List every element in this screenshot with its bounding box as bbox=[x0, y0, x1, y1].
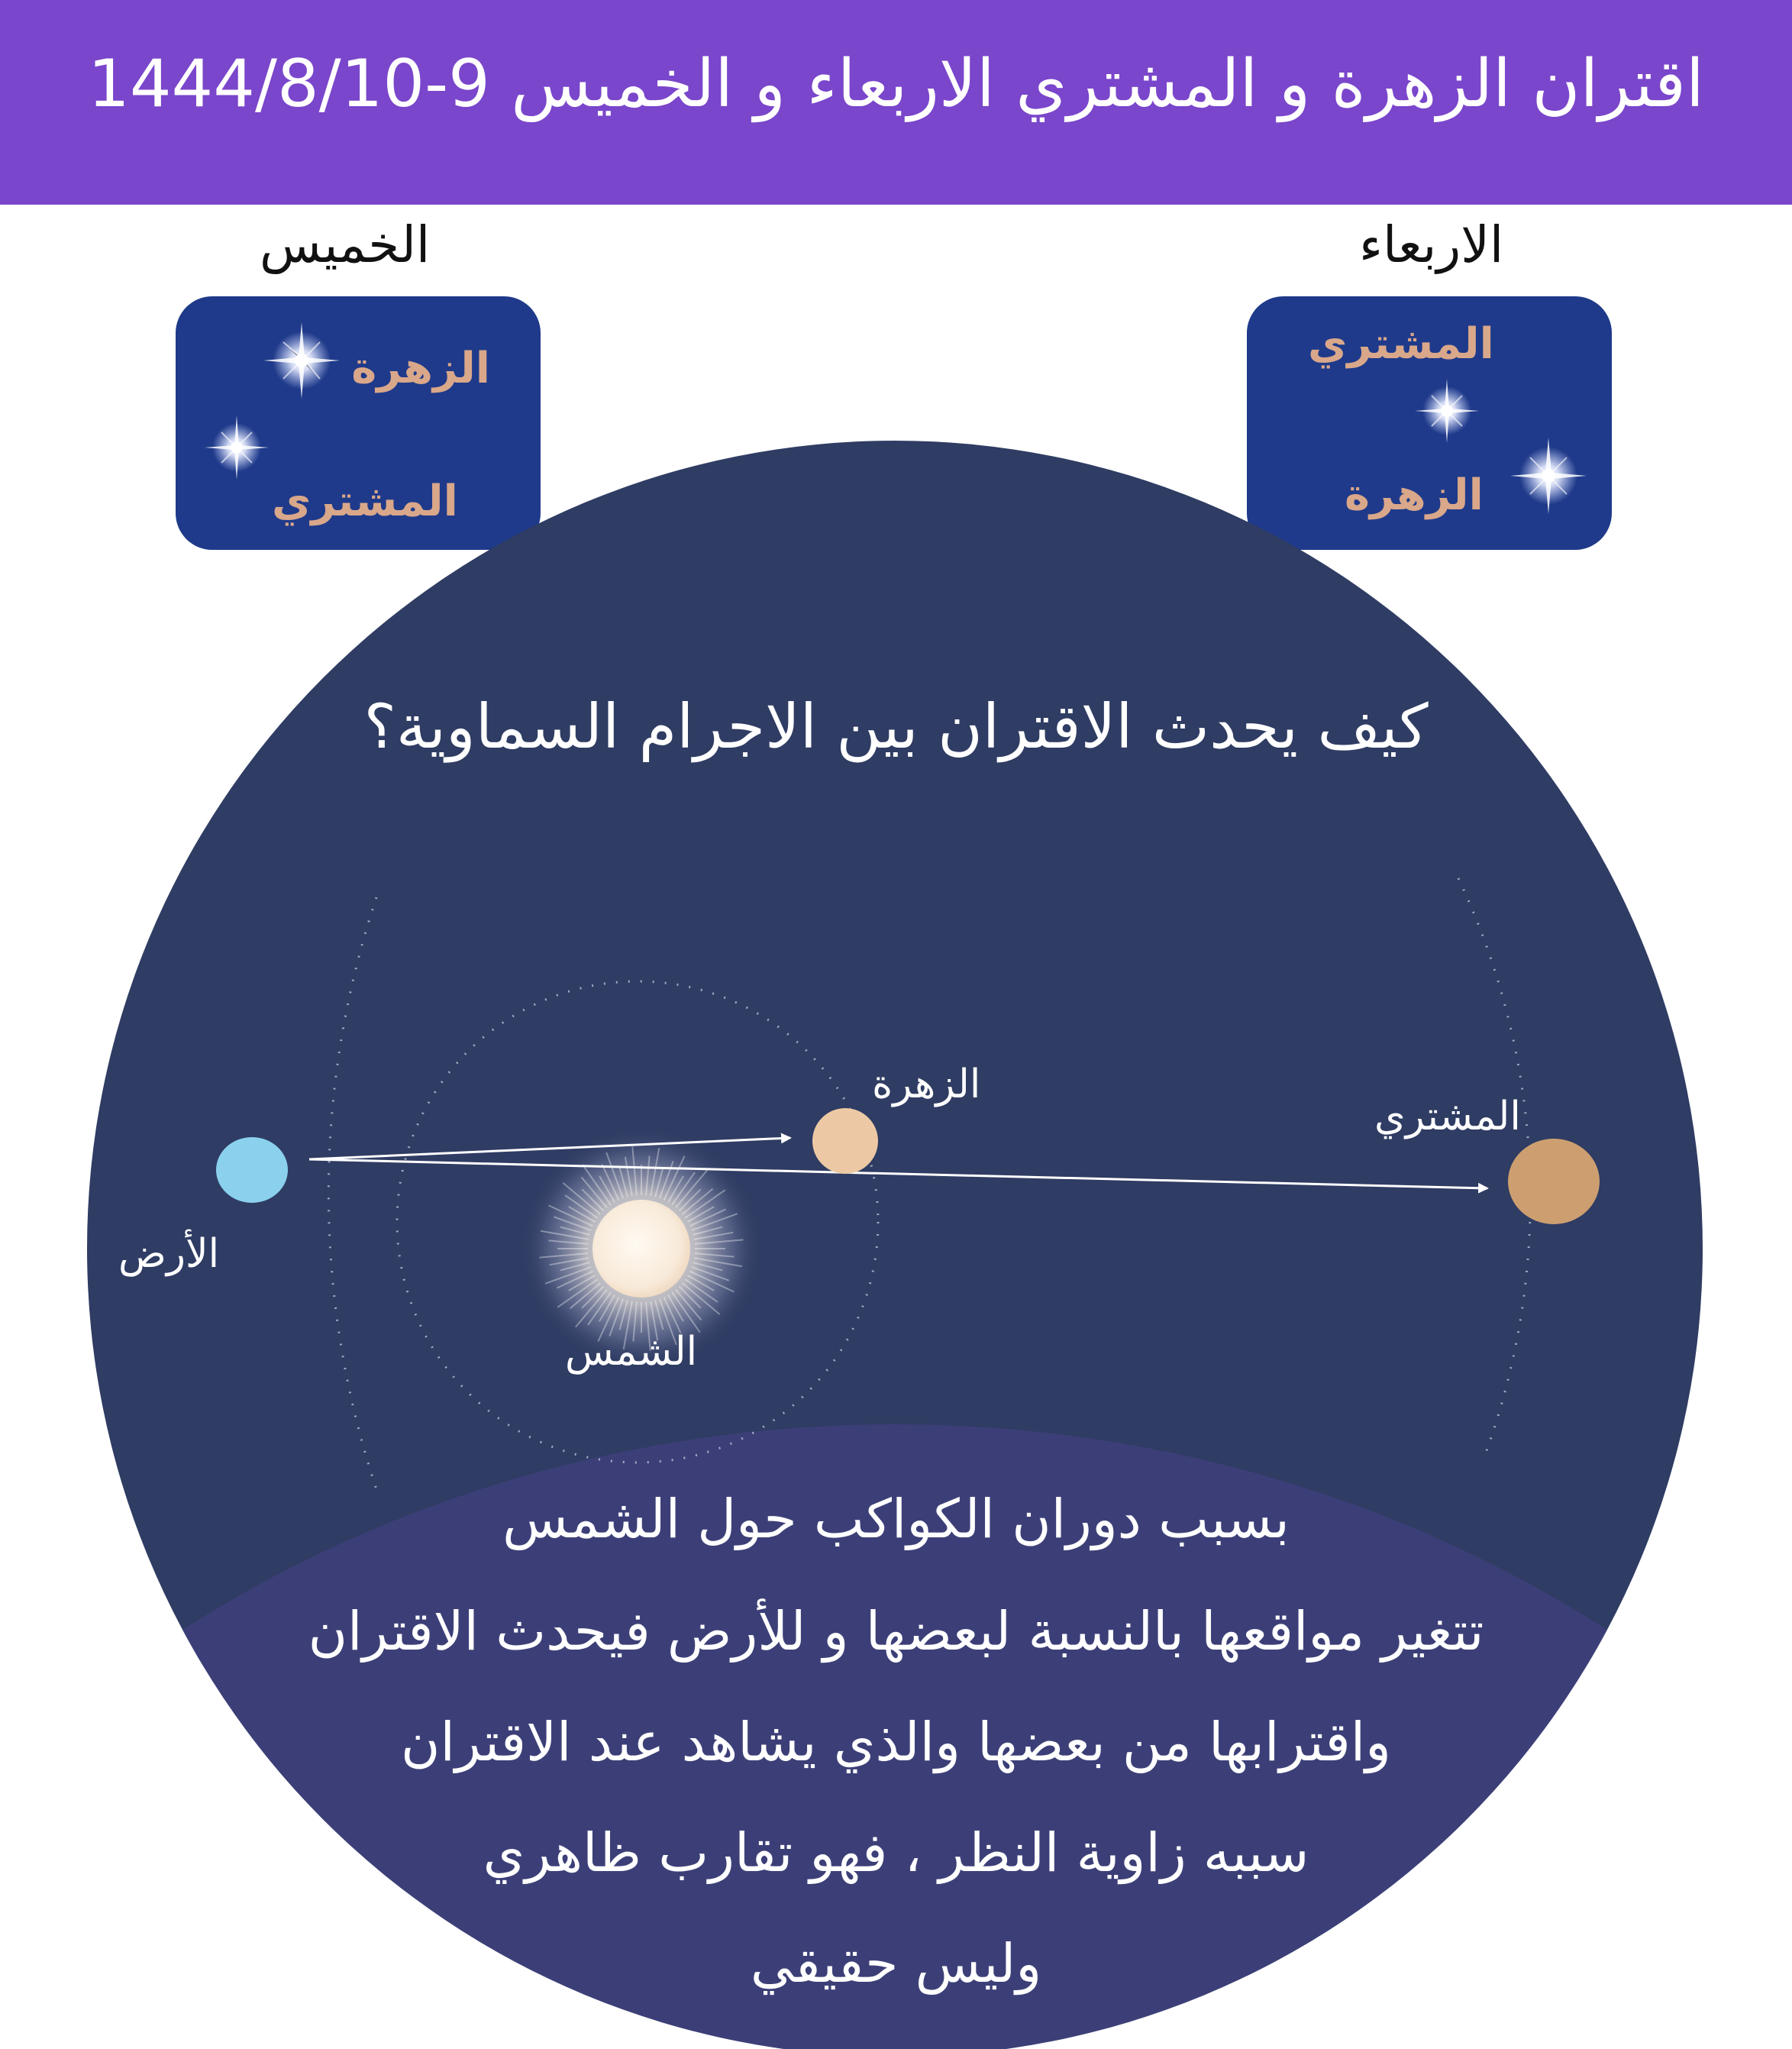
explanation-line-3: واقترابها من بعضها والذي يشاهد عند الاقتران bbox=[401, 1711, 1391, 1773]
label-sun: الشمس bbox=[565, 1329, 698, 1375]
day-label-thursday: الخميس bbox=[260, 215, 431, 274]
diagram-question: كيف يحدث الاقتران بين الاجرام السماوية؟ bbox=[363, 691, 1429, 762]
explanation-line-2: تتغير مواقعها بالنسبة لبعضها و للأرض فيحدث الاقتران bbox=[308, 1600, 1484, 1663]
label-jupiter: المشتري bbox=[1374, 1094, 1521, 1139]
day-label-wednesday: الاربعاء bbox=[1359, 215, 1504, 274]
venus-planet bbox=[812, 1108, 878, 1174]
panel-label-jupiter-thursday: المشتري bbox=[272, 477, 458, 526]
panel-label-venus-wednesday: الزهرة bbox=[1345, 470, 1484, 520]
panel-label-jupiter-wednesday: المشتري bbox=[1308, 319, 1494, 369]
page-title: اقتران الزهرة و المشتري الاربعاء و الخميس 9-1444/8/10 bbox=[88, 46, 1704, 122]
label-venus: الزهرة bbox=[872, 1062, 981, 1107]
earth-planet bbox=[216, 1137, 288, 1203]
explanation-line-4: سببه زاوية النظر ، فهو تقارب ظاهري bbox=[483, 1821, 1309, 1884]
jupiter-planet bbox=[1508, 1139, 1600, 1224]
panel-label-venus-thursday: الزهرة bbox=[351, 344, 490, 393]
explanation-line-5: وليس حقيقي bbox=[750, 1932, 1042, 1995]
label-earth: الأرض bbox=[118, 1231, 220, 1277]
explanation-line-1: بسبب دوران الكواكب حول الشمس bbox=[502, 1488, 1290, 1550]
